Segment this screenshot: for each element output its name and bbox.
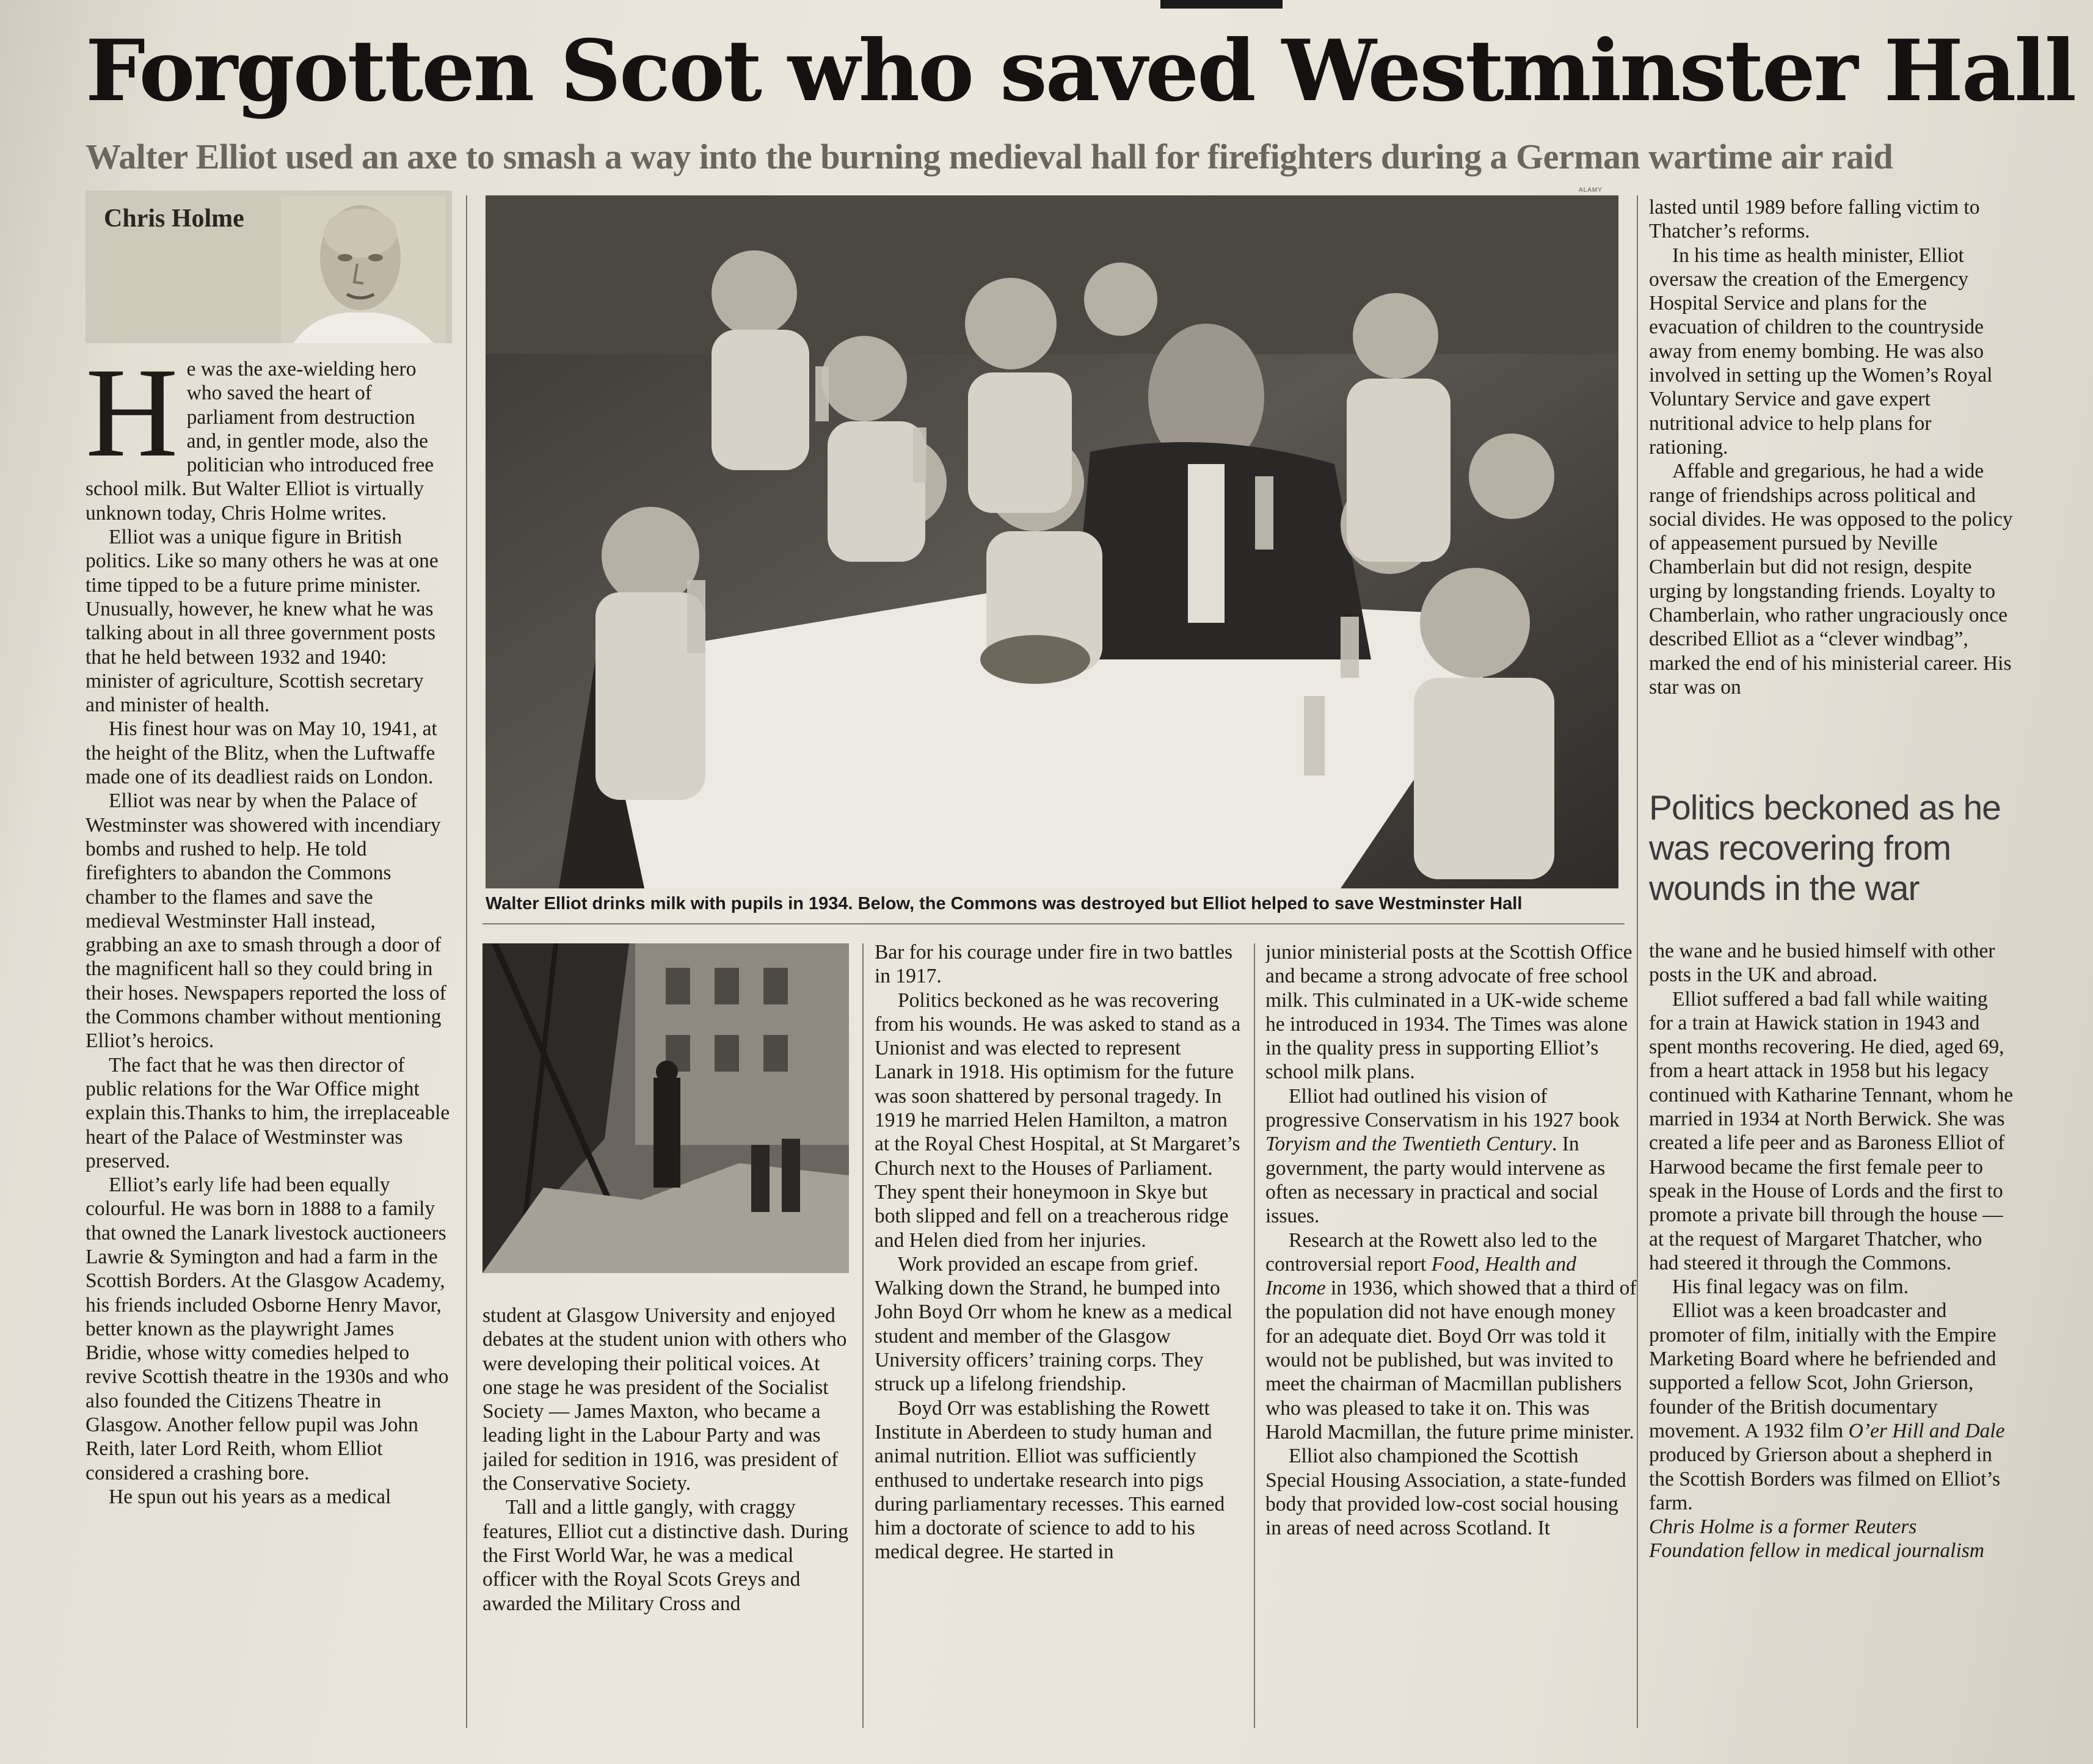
text-run: Elliot was a keen broadcaster and promoter of film, initially with the Empire Marketing Board where he befriended and supported a fellow Scot, John Grierson, founder of the British documentary movement. A 1932 film — [1649, 1299, 1997, 1442]
article-column-3 — [875, 940, 1241, 1728]
paragraph: lasted until 1989 before falling victim to Thatcher’s reforms. — [1649, 196, 1980, 243]
column-rule — [466, 195, 467, 1728]
paragraph: Elliot’s early life had been equally colourful. He was born in 1888 to a family that owned the Lanark livestock auctioneers Lawrie & Symington and had a farm in the Scottish Borders. At the Glasgow Academy, his friends included Osborne Henry Mavor, better known as the playwright James Bridie, whose witty comedies helped to revive Scottish theatre in the 1930s and who also founded the Citizens Theatre in Glasgow. Another fellow pupil was John Reith, later Lord Reith, whom Elliot considered a crashing bore. — [86, 1174, 449, 1484]
paragraph: His final legacy was on film. — [1672, 1276, 1909, 1299]
main-photo-caption: Walter Elliot drinks milk with pupils in 1934. Below, the Commons was destroyed but Elliot helped to save Westminster Hall — [486, 894, 1523, 913]
paragraph: junior ministerial posts at the Scottish Office and became a strong advocate of free school milk. This culminated in a UK-wide scheme he introduced in 1934. The Times was alone in the quality press in supporting Elliot’s school milk plans. — [1265, 941, 1633, 1084]
paragraph: Boyd Orr was establishing the Rowett Institute in Aberdeen to study human and animal nutrition. Elliot was sufficiently enthused to undertake research into pigs during parliamentary recesses. This earned him a doctorate of science to add to his medical degree. He started in — [875, 1396, 1225, 1564]
film-title: O’er Hill and Dale — [1848, 1419, 2005, 1442]
drop-cap: H — [86, 357, 178, 484]
paragraph: Elliot suffered a bad fall while waiting for a train at Hawick station in 1943 and spent months recovering. He died, aged 69, from a heart attack in 1958 but his legacy continued with Katharine Tennant, whom he married in 1934 at North Berwick. She was created a life peer and as Baroness Elliot of Harwood became the first female peer to speak in the House of Lords and the first to promote a private bill through the house — at the request of Margaret Thatcher, who had steered it through the Commons. — [1649, 987, 2014, 1274]
paragraph: Tall and a little gangly, with craggy features, Elliot cut a distinctive dash. During the First World War, he was a medical officer with the Royal Scots Greys and awarded the Military Cross and — [482, 1496, 849, 1615]
headline: Forgotten Scot who saved Westminster Hall — [86, 21, 2075, 120]
text-run: Elliot had outlined his vision of progressive Conservatism in his 1927 book — [1265, 1084, 1620, 1132]
paragraph: Politics beckoned as he was recovering from his wounds. He was asked to stand as a Unionist and was elected to represent Lanark in 1918. His optimism for the future was soon shattered by personal tragedy. In 1919 he married Helen Hamilton, a matron at the Royal Chest Hospital, at St Margaret’s Church next to the Houses of Parliament. They spent their honeymoon in Skye but both slipped and fell on a treacherous ridge and Helen died from her injuries. — [875, 989, 1241, 1252]
article-column-4 — [1265, 940, 1638, 1728]
article-column-5-top — [1649, 195, 2015, 788]
text-run: produced by Grierson about a shepherd in the Scottish Borders was filmed on Elliot’s farm. — [1649, 1443, 2001, 1514]
byline-box — [86, 191, 452, 343]
text-run: . In government, the party would intervene as often as necessary in practical and social issues. — [1265, 1133, 1606, 1228]
main-photo — [486, 195, 1618, 888]
standfirst: Walter Elliot used an axe to smash a way into the burning medieval hall for firefighters during a German wartime air raid — [86, 137, 1893, 176]
bomb-damage-photo — [482, 943, 849, 1273]
article-column-5-bottom — [1649, 939, 2015, 1733]
paragraph: Elliot also championed the Scottish Special Housing Association, a state-funded body that provided low-cost social housing in areas of need across Scotland. It — [1265, 1445, 1626, 1540]
paragraph: His finest hour was on May 10, 1941, at the height of the Blitz, when the Luftwaffe made one of its deadliest raids on London. — [86, 717, 437, 789]
paragraph: In his time as health minister, Elliot oversaw the creation of the Emergency Hospital Service and plans for the evacuation of children to the countryside away from enemy bombing. He was also involved in setting up the Women’s Royal Voluntary Service and gave expert nutritional advice to help plans for rationing. — [1649, 244, 1993, 459]
column-rule — [862, 943, 864, 1728]
paragraph — [1265, 1229, 1638, 1445]
paragraph: Elliot was near by when the Palace of Westminster was showered with incendiary bombs and rushed to help. He told firefighters to abandon the Commons chamber to the flames and save the medieval Westminster Hall instead, grabbing an axe to smash through a door of the magnificent hall so they could bring in their hoses. Newspapers reported the loss of the Commons chamber without mentioning Elliot’s heroics. — [86, 789, 446, 1053]
paragraph: Affable and gregarious, he had a wide range of friendships across political and social divides. He was opposed to the policy of appeasement pursued by Neville Chamberlain but did not resign, despite urging by longstanding friends. Loyalty to Chamberlain, who rather ungraciously once described Elliot as a “clever windbag”, marked the end of his ministerial career. His star was on — [1649, 460, 2013, 699]
photo-credit: ALAMY — [1579, 187, 1603, 194]
caption-rule — [482, 923, 1625, 924]
author-note — [1649, 1515, 2015, 1563]
report-title: Food, Health and Income — [1265, 1252, 1576, 1300]
page-edge-tab — [1160, 0, 1283, 9]
author-note-text: Chris Holme is a former Reuters Foundation fellow in medical journalism — [1649, 1515, 1985, 1563]
paragraph: The fact that he was then director of public relations for the War Office might explain this.Thanks to him, the irreplaceable heart of the Palace of Westminster was preserved. — [86, 1053, 450, 1172]
text-run: in 1936, which showed that a third of the population did not have enough money for an adequate diet. Boyd Orr was told it would not be published, but was invited to meet the chairman of Macmillan publishers who was pleased to take it on. This was Harold Macmillan, the future prime minister. — [1265, 1277, 1637, 1443]
article-column-2 — [482, 1304, 849, 1725]
paragraph: the wane and he busied himself with other posts in the UK and abroad. — [1649, 940, 1995, 987]
byline-name: Chris Holme — [104, 205, 244, 233]
article-column-1 — [86, 357, 452, 1719]
paragraph: Bar for his courage under fire in two battles in 1917. — [875, 941, 1233, 988]
paragraph: Work provided an escape from grief. Walking down the Strand, he bumped into John Boyd Orr whom he knew as a medical student and member of the Glasgow University officers’ training corps. They struck up a lifelong friendship. — [875, 1252, 1233, 1396]
author-portrait — [281, 197, 446, 343]
paragraph: e was the axe-wielding hero who saved the heart of parliament from destruction and, in gentler mode, also the politician who introduced free school milk. But Walter Elliot is virtually unknown today, Chris Holme writes. — [86, 358, 434, 524]
paragraph — [1649, 1299, 2015, 1515]
paragraph: Elliot was a unique figure in British politics. Like so many others he was at one time tipped to be a future prime minister. Unusually, however, he knew what he was talking about in all three government posts that he held between 1932 and 1940: minister of agriculture, Scottish secretary and minister of health. — [86, 526, 439, 717]
paragraph — [1265, 1084, 1638, 1229]
column-rule — [1254, 943, 1255, 1728]
pull-quote: Politics beckoned as he was recovering from wounds in the war — [1649, 788, 2001, 908]
paragraph: student at Glasgow University and enjoyed debates at the student union with others who were developing their political voices. At one stage he was president of the Socialist Society — James Maxton, who became a leading light in the Labour Party and was jailed for sedition in 1916, was president of the Conservative Society. — [482, 1304, 847, 1495]
paragraph: He spun out his years as a medical — [109, 1485, 391, 1508]
text-run: Research at the Rowett also led to the controversial report — [1265, 1229, 1598, 1276]
book-title: Toryism and the Twentieth Century — [1265, 1133, 1552, 1156]
